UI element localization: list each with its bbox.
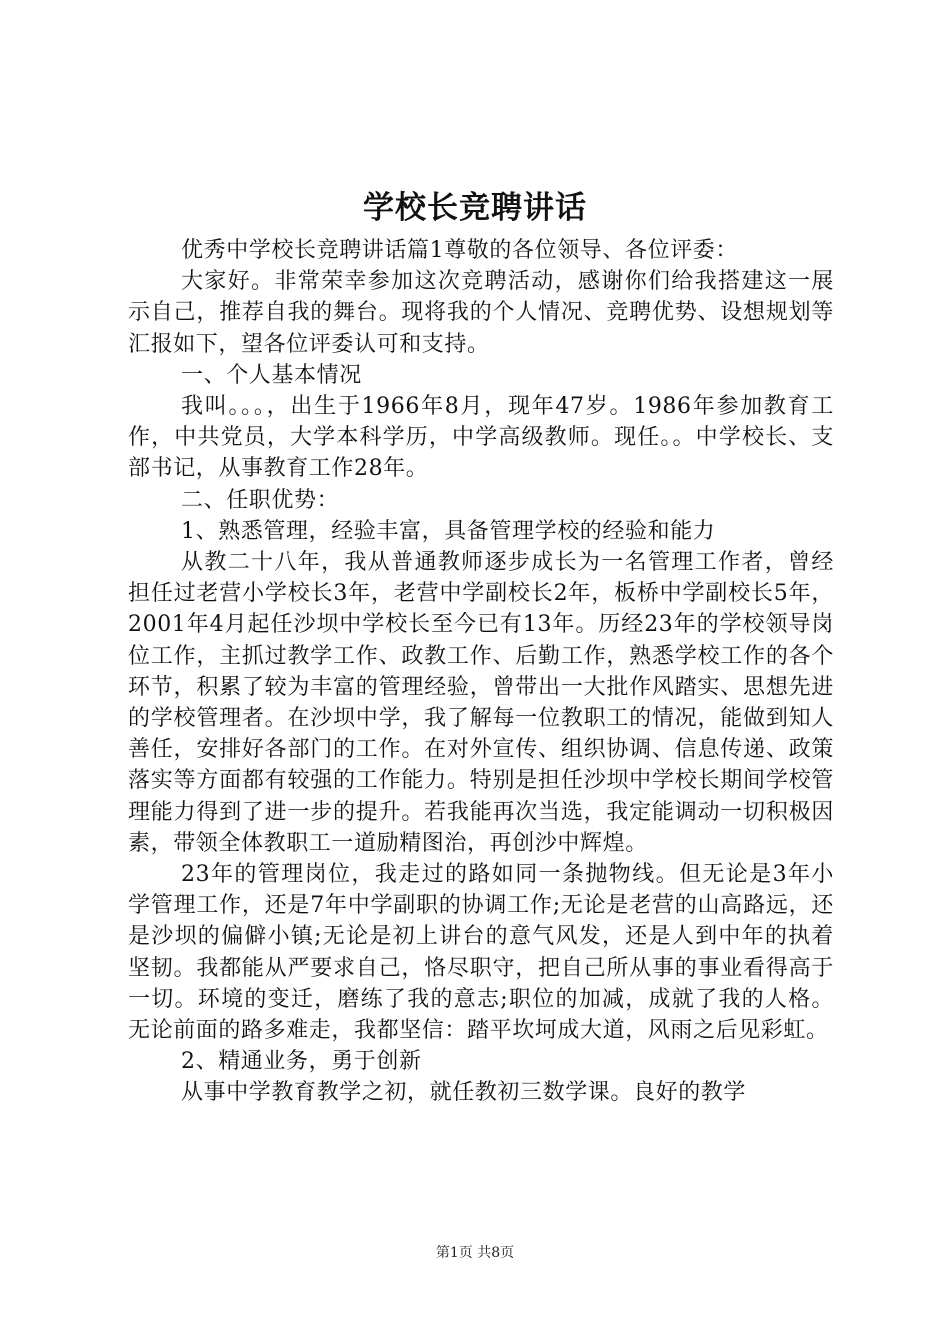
section-heading-personal-info: 一、个人基本情况 bbox=[181, 362, 362, 388]
page-footer: 第1页 共8页 bbox=[435, 1245, 515, 1261]
subheading-management: 1、熟悉管理，经验丰富，具备管理学校的经验和能力 bbox=[181, 518, 716, 544]
section-heading-advantages: 二、任职优势： bbox=[181, 487, 340, 513]
paragraph-management-experience: 从教二十八年，我从普通教师逐步成长为一名管理工作者，曾经担任过老营小学校长3年，老营中学副校长2年，板桥中学副校长5年，2001年4月起任沙坝中学校长至今已有13年。历经23年的学校领导岗位工作，主抓过教学工作、政教工作、后勤工作，熟悉学校工作的各个环节，积累了较为丰富的管理经验，曾带出一大批作风踏实、思想先进的学校管理者。在沙坝中学，我了解每一位教职工的情况，能做到知人善任，安排好各部门的工作。在对外宣传、组织协调、信息传递、政策落实等方面都有较强的工作能力。特别是担任沙坝中学校长期间学校管理能力得到了进一步的提升。若我能再次当选，我定能调动一切积极因素，带领全体教职工一道励精图治，再创沙中辉煌。 bbox=[128, 550, 834, 856]
paragraph-teaching: 从事中学教育教学之初，就任教初三数学课。良好的教学 bbox=[181, 1080, 747, 1106]
document-body bbox=[128, 235, 834, 1109]
paragraph-personal-info: 我叫。。。，出生于1966年8月，现年47岁。1986年参加教育工作，中共党员，大学本科学历，中学高级教师。现任。。中学校长、支部书记，从事教育工作28年。 bbox=[128, 394, 834, 482]
document-title: 学校长竞聘讲话 bbox=[363, 190, 587, 226]
paragraph-greeting: 优秀中学校长竞聘讲话篇1尊敬的各位领导、各位评委： bbox=[181, 238, 738, 263]
paragraph-career-path: 23年的管理岗位，我走过的路如同一条抛物线。但无论是3年小学管理工作，还是7年中学副职的协调工作;无论是老营的山高路远，还是沙坝的偏僻小镇;无论是初上讲台的意气风发，还是人到中年的执着坚韧。我都能从严要求自己，恪尽职守，把自己所从事的事业看得高于一切。环境的变迁，磨练了我的意志;职位的加减，成就了我的人格。无论前面的路多难走，我都坚信：踏平坎坷成大道，风雨之后见彩虹。 bbox=[128, 862, 834, 1044]
subheading-expertise: 2、精通业务，勇于创新 bbox=[181, 1049, 422, 1075]
paragraph-intro: 大家好。非常荣幸参加这次竞聘活动，感谢你们给我搭建这一展示自己，推荐自我的舞台。现将我的个人情况、竞聘优势、设想规划等汇报如下，望各位评委认可和支持。 bbox=[128, 269, 834, 357]
